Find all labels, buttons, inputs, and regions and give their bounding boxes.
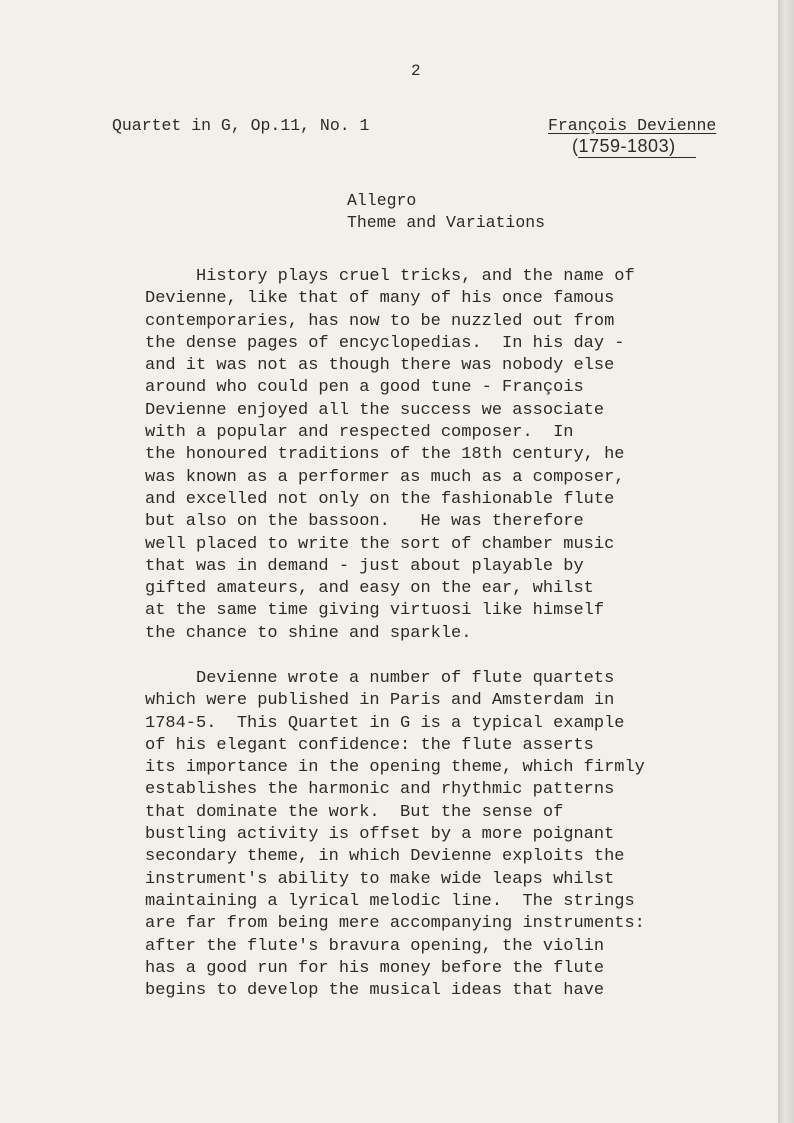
paragraph-line: of his elegant confidence: the flute asserts: [145, 735, 594, 755]
dates-underline: [578, 157, 696, 158]
paragraph-line: that was in demand - just about playable by: [145, 556, 584, 576]
movement-tempo: Allegro: [347, 191, 417, 210]
paragraph-line: around who could pen a good tune - François: [145, 378, 584, 398]
movement-heading: [347, 190, 545, 234]
paragraph-line: the honoured traditions of the 18th century, he: [145, 445, 625, 465]
paragraph-line: has a good run for his money before the flute: [145, 958, 605, 978]
paragraph-line: bustling activity is offset by a more poignant: [145, 825, 615, 845]
page-number: 2: [411, 62, 421, 80]
paragraph-line: establishes the harmonic and rhythmic patterns: [145, 780, 615, 800]
paragraph-line: its importance in the opening theme, which firmly: [145, 758, 645, 778]
paragraph-line: maintaining a lyrical melodic line. The strings: [145, 891, 635, 911]
paragraph-line: begins to develop the musical ideas that have: [145, 981, 605, 1001]
paragraph-line: with a popular and respected composer. In: [145, 423, 574, 443]
page-edge: [778, 0, 794, 1123]
paragraph-line: the chance to shine and sparkle.: [145, 623, 472, 643]
paragraph-line: that dominate the work. But the sense of: [145, 802, 564, 822]
paragraph-line: but also on the bassoon. He was therefore: [145, 512, 584, 532]
paragraph-line: well placed to write the sort of chamber music: [145, 534, 615, 554]
paragraph-line: Devienne, like that of many of his once famous: [145, 289, 615, 309]
paragraph-line: at the same time giving virtuosi like himself: [145, 601, 605, 621]
paragraph-line: was known as a performer as much as a composer,: [145, 467, 625, 487]
composer-dates: (1759-1803): [572, 136, 676, 156]
paragraph-line: History plays cruel tricks, and the name of: [145, 267, 635, 286]
paragraph-1: [145, 266, 635, 645]
paragraph-line: Devienne enjoyed all the success we associate: [145, 400, 605, 420]
paragraph-2: [145, 668, 645, 1002]
paragraph-line: and excelled not only on the fashionable flute: [145, 489, 615, 509]
paragraph-line: and it was not as though there was nobody else: [145, 356, 615, 376]
paragraph-line: the dense pages of encyclopedias. In his day -: [145, 333, 625, 353]
work-title: Quartet in G, Op.11, No. 1: [112, 116, 370, 135]
paragraph-line: secondary theme, in which Devienne exploits the: [145, 847, 625, 867]
paragraph-line: Devienne wrote a number of flute quartets: [145, 669, 615, 688]
composer-name: François Devienne: [548, 116, 717, 135]
movement-form: Theme and Variations: [347, 213, 546, 232]
paragraph-line: gifted amateurs, and easy on the ear, whilst: [145, 579, 594, 599]
paragraph-line: contemporaries, has now to be nuzzled out from: [145, 311, 615, 331]
paragraph-line: are far from being mere accompanying instruments:: [145, 914, 645, 934]
paragraph-line: after the flute's bravura opening, the violin: [145, 936, 605, 956]
paragraph-line: instrument's ability to make wide leaps whilst: [145, 869, 615, 889]
paragraph-line: 1784-5. This Quartet in G is a typical example: [145, 713, 625, 733]
paragraph-line: which were published in Paris and Amsterdam in: [145, 691, 615, 711]
